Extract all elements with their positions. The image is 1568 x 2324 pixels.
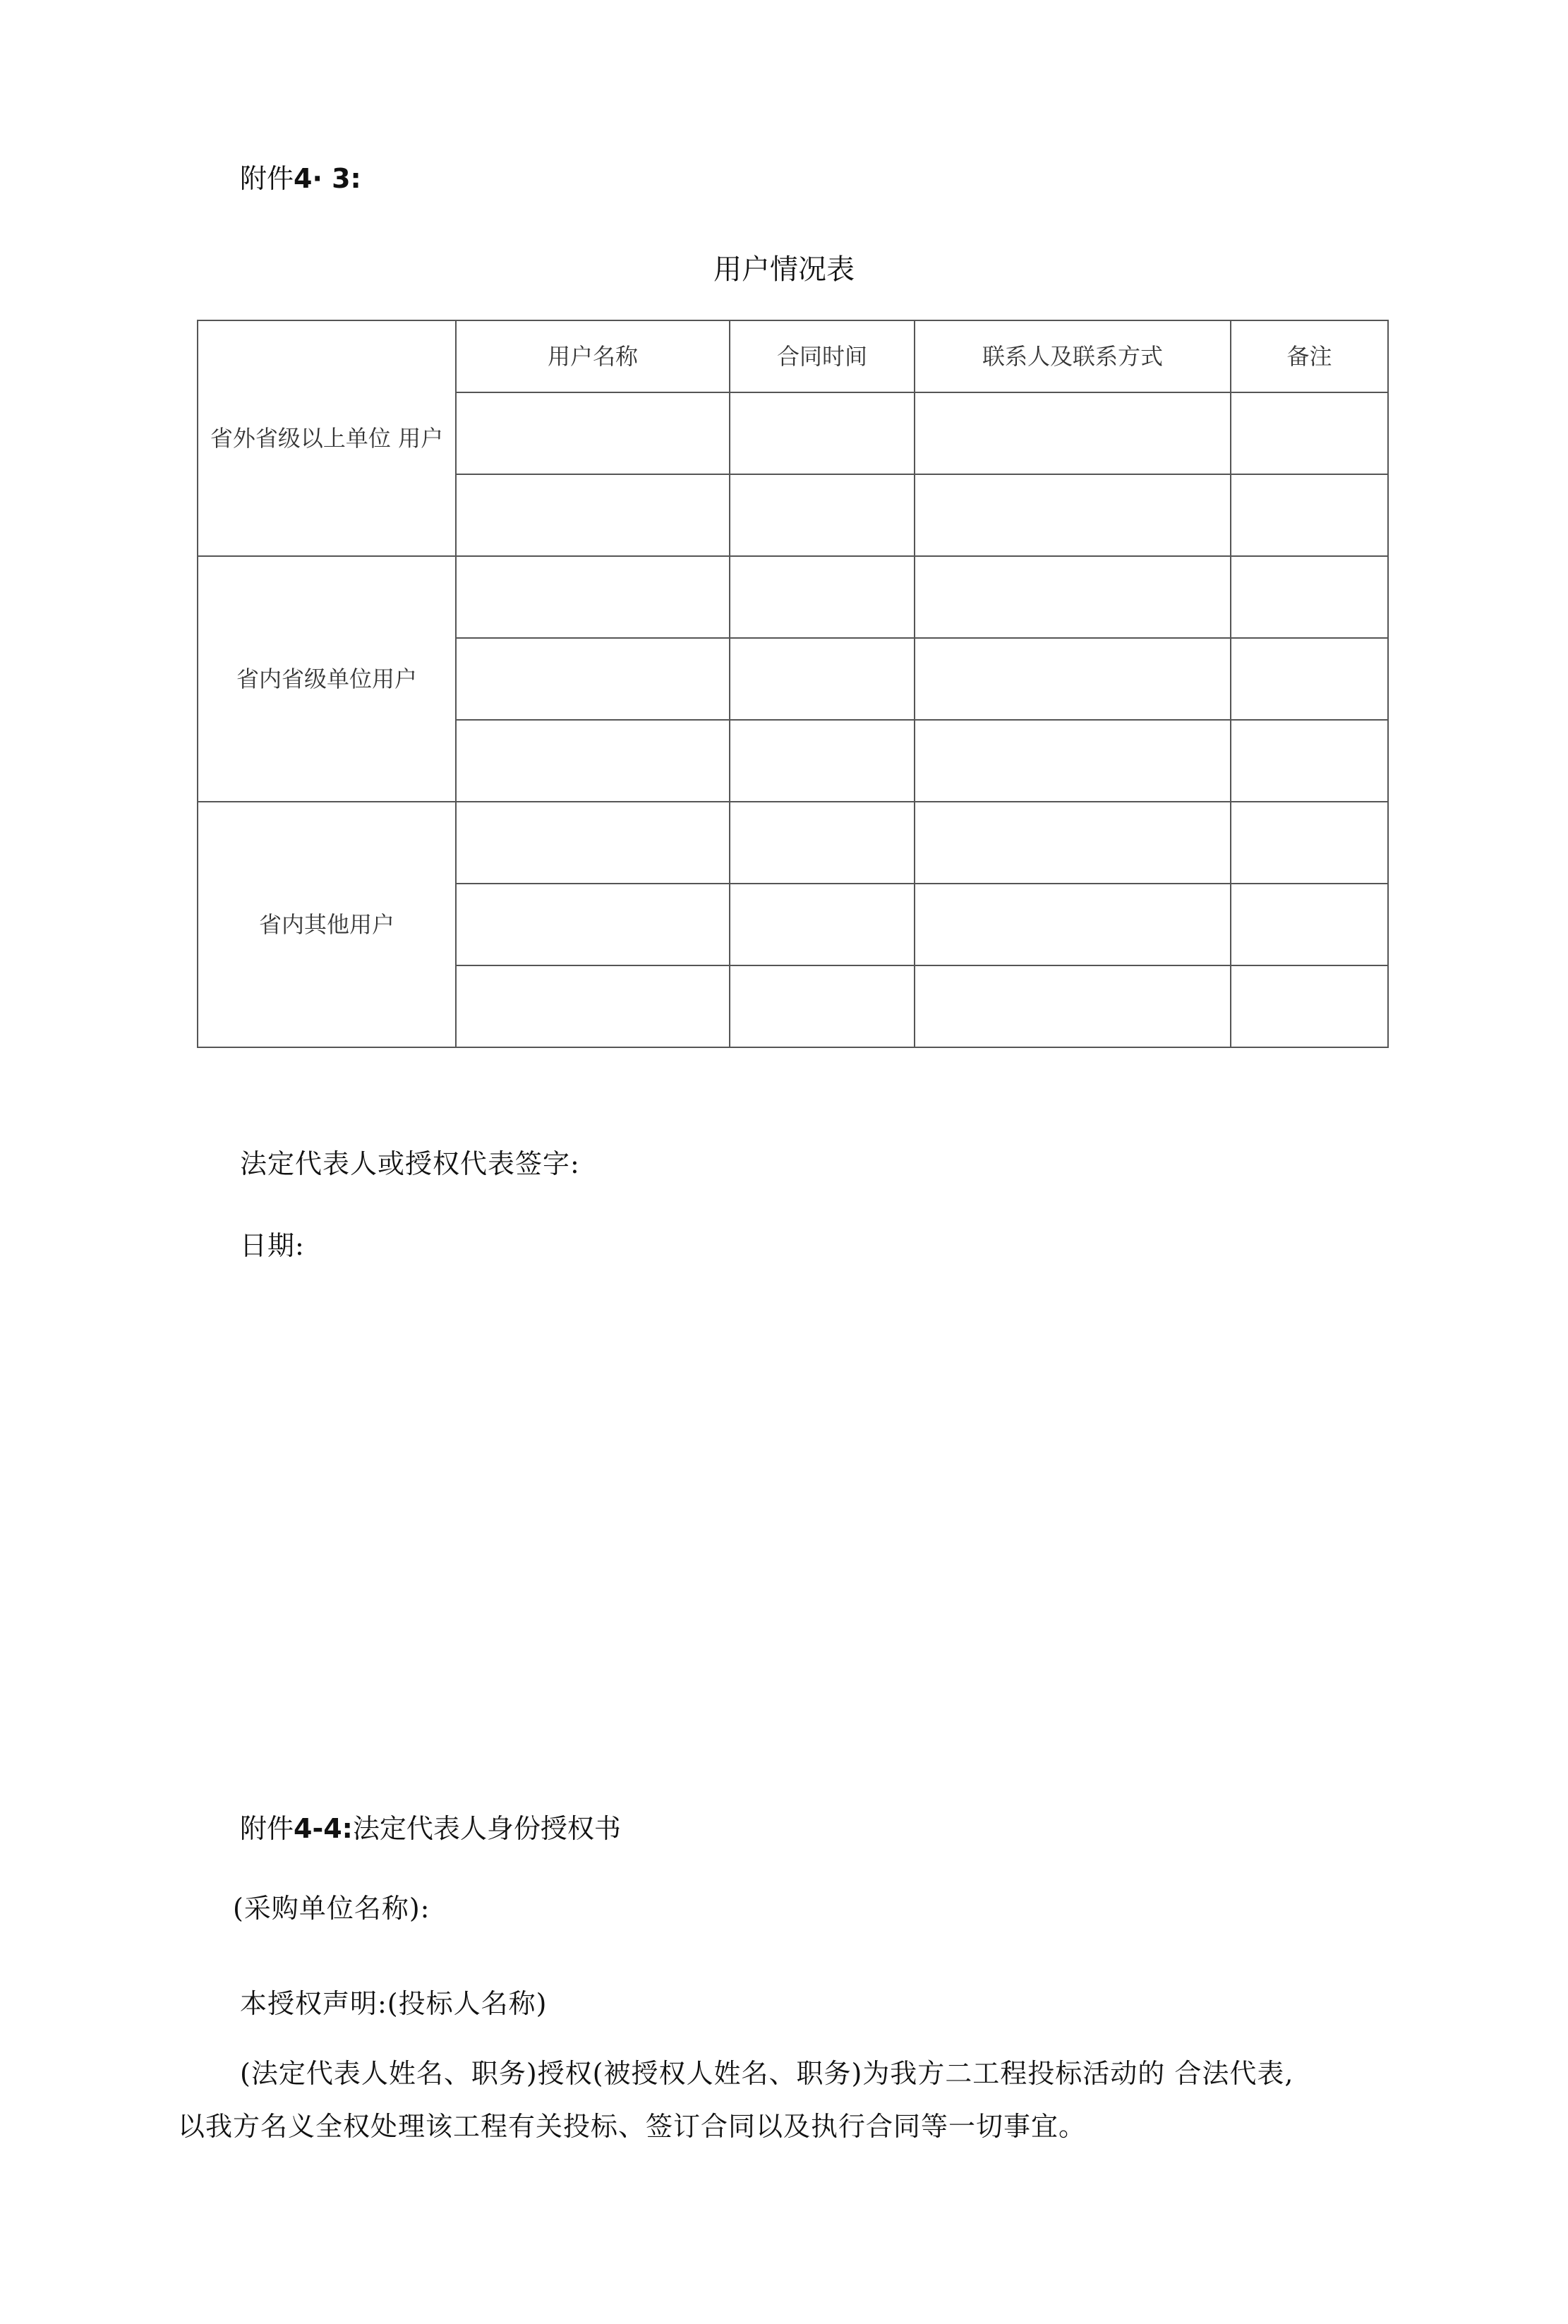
table-cell[interactable]: [730, 638, 915, 720]
table-cell[interactable]: [730, 720, 915, 802]
recipient-line: (采购单位名称):: [233, 1893, 430, 1924]
table-cell[interactable]: [730, 474, 915, 556]
table-cell[interactable]: [1231, 638, 1388, 720]
table-row: [198, 556, 1388, 638]
attachment-title: 法定代表人身份授权书: [352, 1813, 621, 1844]
table-header-row: [198, 320, 1388, 392]
table-cell[interactable]: [915, 720, 1231, 802]
table-cell[interactable]: [730, 556, 915, 638]
table-cell[interactable]: [730, 884, 915, 965]
table-cell[interactable]: [915, 965, 1231, 1047]
table-cell[interactable]: [456, 638, 730, 720]
table-cell[interactable]: [456, 965, 730, 1047]
signature-label: 法定代表人或授权代表签字:: [240, 1148, 580, 1179]
table-cell[interactable]: [915, 802, 1231, 884]
table-title: 用户情况表: [713, 253, 855, 286]
table-cell[interactable]: [915, 884, 1231, 965]
column-header-remarks: 备注: [1231, 320, 1388, 392]
column-header-contract-time: 合同时间: [730, 320, 915, 392]
table-cell[interactable]: [1231, 884, 1388, 965]
date-label: 日期:: [240, 1230, 305, 1261]
column-header-contact: 联系人及联系方式: [915, 320, 1231, 392]
attachment-prefix: 附件: [240, 163, 294, 194]
attachment-4-3-heading: [240, 157, 361, 195]
table-cell[interactable]: [456, 884, 730, 965]
column-header-user-name: 用户名称: [456, 320, 730, 392]
table-cell[interactable]: [456, 802, 730, 884]
table-cell[interactable]: [915, 556, 1231, 638]
attachment-number: 4-4:: [294, 1813, 353, 1844]
statement-intro: 本授权声明:(投标人名称): [240, 1988, 548, 2019]
group-label-inner-other: 省内其他用户: [198, 802, 456, 1047]
table-cell[interactable]: [1231, 392, 1388, 474]
table-row: [198, 802, 1388, 884]
table-cell[interactable]: [730, 392, 915, 474]
table-cell[interactable]: [1231, 802, 1388, 884]
table-cell[interactable]: [915, 638, 1231, 720]
attachment-prefix: 附件: [240, 1813, 294, 1844]
table-cell[interactable]: [456, 392, 730, 474]
group-label-outer-provincial: 省外省级以上单位 用户: [198, 320, 456, 556]
attachment-number: 4· 3:: [294, 163, 361, 194]
table-cell[interactable]: [915, 392, 1231, 474]
table-cell[interactable]: [456, 474, 730, 556]
attachment-4-4-heading: [240, 1807, 621, 1846]
table-cell[interactable]: [730, 802, 915, 884]
table-cell[interactable]: [1231, 556, 1388, 638]
table-cell[interactable]: [915, 474, 1231, 556]
table-cell[interactable]: [730, 965, 915, 1047]
table-cell[interactable]: [456, 556, 730, 638]
table-cell[interactable]: [1231, 720, 1388, 802]
table-cell[interactable]: [456, 720, 730, 802]
body-line-1: (法定代表人姓名、职务)授权(被授权人姓名、职务)为我方二工程投标活动的 合法代表,: [240, 2058, 1294, 2089]
group-label-inner-provincial: 省内省级单位用户: [198, 556, 456, 802]
table-cell[interactable]: [1231, 474, 1388, 556]
table-cell[interactable]: [1231, 965, 1388, 1047]
user-table: [197, 320, 1389, 1048]
body-line-2: 以我方名义全权处理该工程有关投标、签订合同以及执行合同等一切事宜。: [178, 2111, 1087, 2142]
